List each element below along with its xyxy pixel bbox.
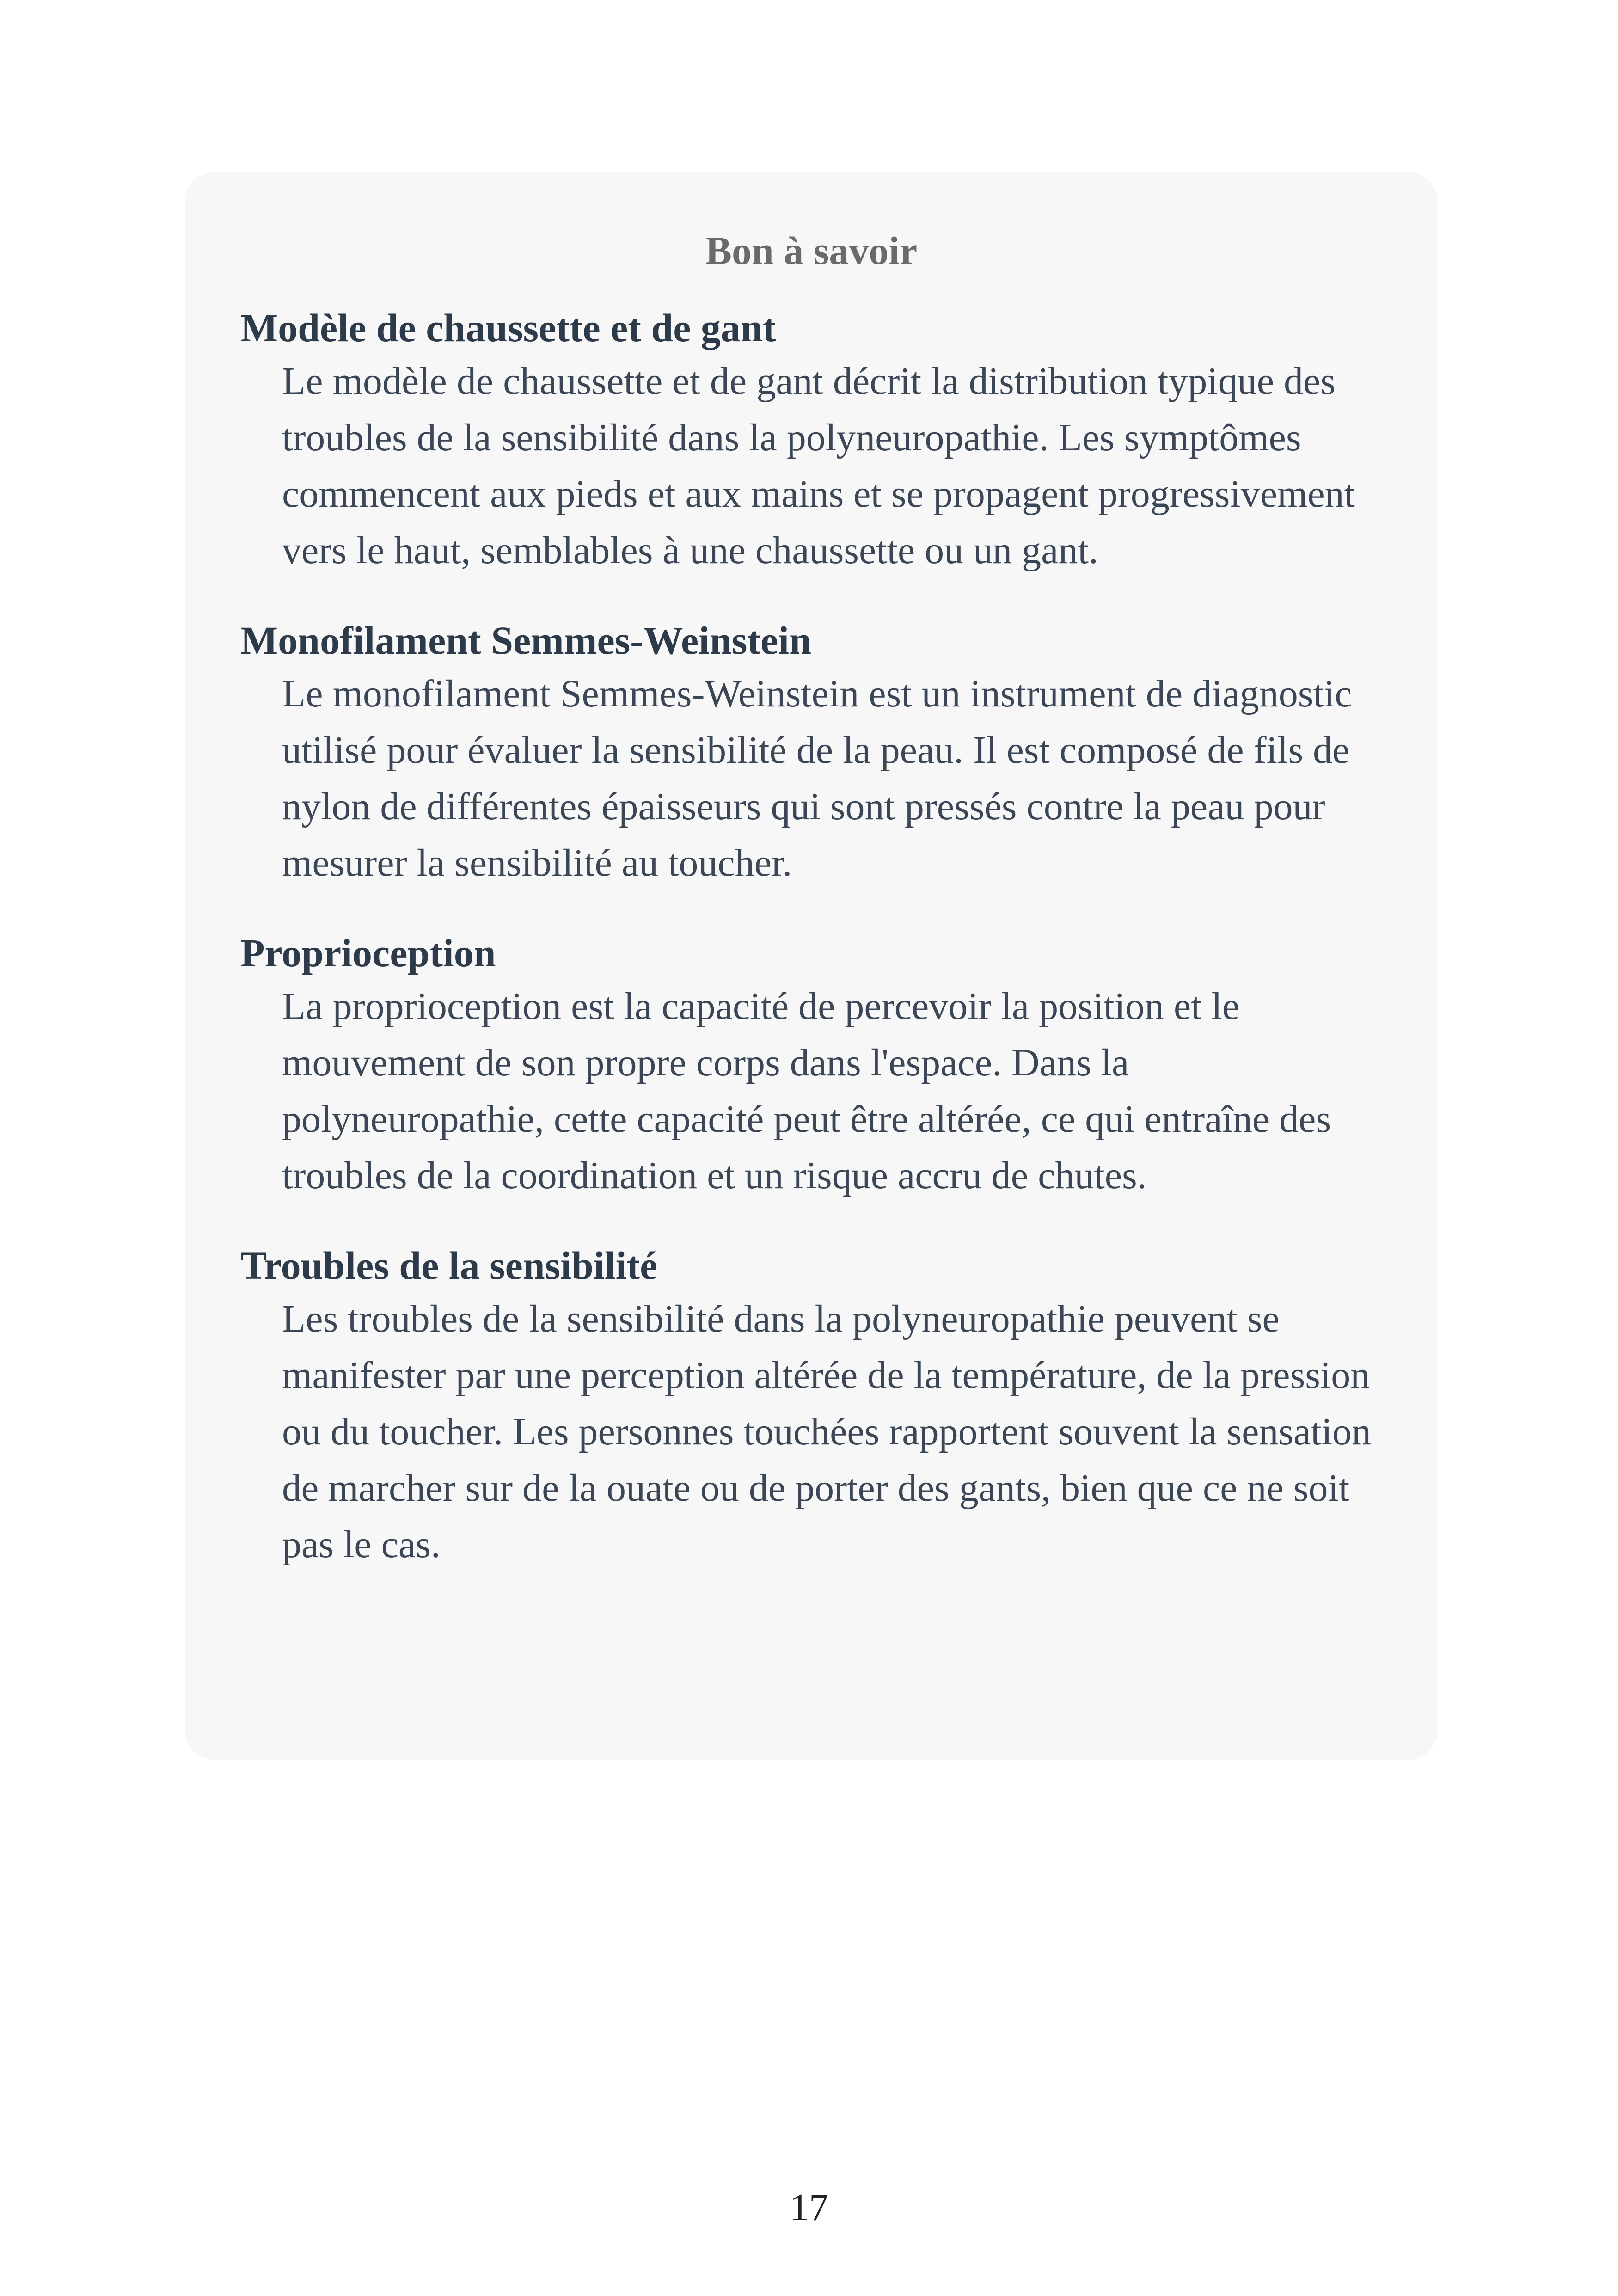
glossary-term: Troubles de la sensibilité <box>240 1243 658 1288</box>
glossary-definition: Le monofilament Semmes-Weinstein est un instrument de diagnostic utilisé pour évaluer la sensibilité de la peau. Il est composé de fils de nylon de différentes épaisseurs qui sont pressés contre la peau pour mesurer la sensibilité au toucher. <box>282 672 1352 884</box>
glossary-entry <box>240 1240 1382 1573</box>
glossary-entry <box>240 615 1382 891</box>
glossary-entry <box>240 302 1382 579</box>
glossary-definition: Les troubles de la sensibilité dans la polyneuropathie peuvent se manifester par une perception altérée de la température, de la pression ou du toucher. Les personnes touchées rapportent souvent la sensation de marcher sur de la ouate ou de porter des gants, bien que ce ne soit pas le cas. <box>282 1297 1372 1566</box>
info-box <box>185 172 1438 1760</box>
info-box-title: Bon à savoir <box>705 228 918 273</box>
glossary-definition: La proprioception est la capacité de percevoir la position et le mouvement de son propre corps dans l'espace. Dans la polyneuropathie, cette capacité peut être altérée, ce qui entraîne des troubles de la coordination et un risque accru de chutes. <box>282 985 1331 1197</box>
glossary-term: Proprioception <box>240 931 496 975</box>
page-number: 17 <box>790 2186 828 2229</box>
glossary-term: Monofilament Semmes-Weinstein <box>240 618 811 663</box>
glossary-entry <box>240 927 1382 1204</box>
glossary-term: Modèle de chaussette et de gant <box>240 306 776 350</box>
glossary-definition: Le modèle de chaussette et de gant décrit la distribution typique des troubles de la sensibilité dans la polyneuropathie. Les symptômes commencent aux pieds et aux mains et se propagent progressivement vers le haut, semblables à une chaussette ou un gant. <box>282 360 1355 572</box>
